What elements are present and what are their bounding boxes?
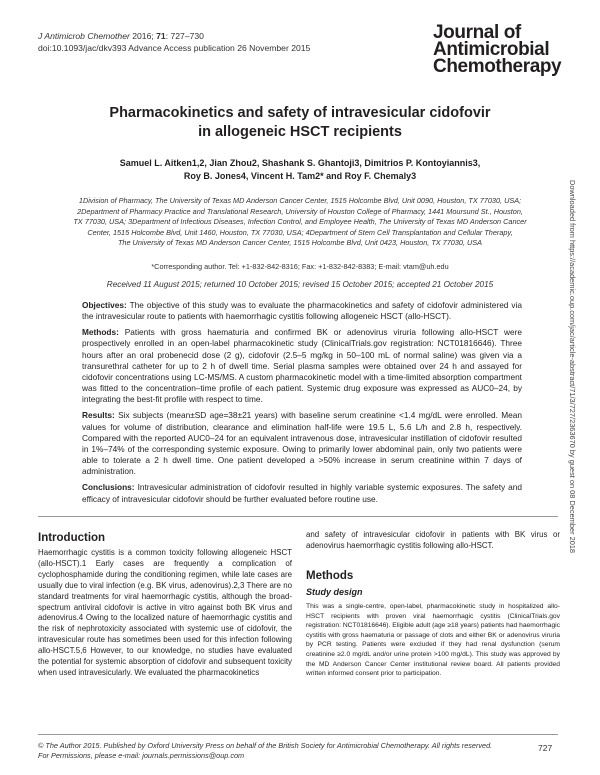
abstract-results-text: Six subjects (mean±SD age=38±21 years) with baseline serum creatinine <1.4 mg/dL were enrolled. Mean values for volume of distribution, clearance and elimination half-life were 19.5 L, 5.6 L/h and 2.8 h, respectively. Compared with the reported AUC0–24 for an equivalent intravenous dose, intravesicular instillation of cidofovir resulted in 1%–74% of the corresponding systemic exposure. Owing to primarily lower abdominal pain, only two patients were able to tolerate a 2 h dwell time. One patient developed a >50% increase in serum creatinine within 7 days of administration. [82,410,522,477]
introduction-heading: Introduction [38,532,106,544]
download-sidebar-text: Downloaded from https://academic.oup.com/jac/article-abstract/71/3/727/2363670 by guest on 08 December 2018 [568,180,577,554]
abstract-conclusions-text: Intravesicular administration of cidofovir resulted in highly variable systemic exposures. The safety and efficacy of intravesicular cidofovir should be further evaluated before routine use. [82,482,522,504]
affiliation-line: 2Department of Pharmacy Practice and Translational Research, University of Houston College of Pharmacy, 1441 Moursund St., Houston, [77,206,523,216]
citation-volume: 71 [156,31,166,41]
abstract-results-label: Results: [82,410,115,421]
journal-logo-line-3: Chemotherapy [433,56,562,77]
study-design-text: This was a single-centre, open-label, pharmacokinetic study in hospitalized allo-HSCT recipients with proven viral haemorrhagic cystitis (ClinicalTrials.gov registration: NCT01816646). Eligible adult (age ≥18 years) patients had haemorrhagic cystitis with gross haematuria or passage of clots and either BK or adenovirus viruria by PCR testing. Patients were excluded if they had renal dysfunction (serum creatinine ≥2.0 mg/dL and/or urine protein >100 mg/dL). This study was approved by the MD Anderson Cancer Center institutional review board. All patients provided written informed consent prior to participation. [306,603,560,678]
abstract-methods-text: Patients with gross haematuria and confirmed BK or adenovirus viruria following allo-HSCT were prospectively enrolled in an open-label pharmacokinetic study (ClinicalTrials.gov registration: NCT01816646). Three hours after an oral probenecid dose (2 g), cidofovir (2.5–5 mg/kg in 50–100 mL of normal saline) was given via a transurethral catheter for up to 2 h of dwell time. Serial plasma samples were obtained over 24 h and assayed for cidofovir concentrations using LC-MS/MS. A custom pharmacokinetic model with a time-limited absorption compartment was fitted to the concentration–time profile of each patient. Systemic drug exposure was expressed as AUC0–24, by integrating the best-fit profile with respect to time. [82,327,522,405]
abstract-methods [82,327,522,405]
citation-pages: : 727–730 [165,31,204,41]
methods-heading: Methods [306,570,354,582]
citation-block [38,30,310,54]
affiliation-line: TX 77030, USA; 3Department of Infectious Diseases, Infection Control, and Employee Health, The University of Texas MD Anderson Cancer [73,217,527,226]
section-divider [38,516,558,517]
abstract-objectives [82,300,522,322]
affiliations [40,196,560,249]
introduction-text: Haemorrhagic cystitis is a common toxicity following allogeneic HSCT (allo-HSCT).1 Early cases are frequently a complication of cyclophosphamide during the conditioning regimen, while late cases are usually due to viral infection (e.g. BK virus, adenovirus).2,3 There are no standard treatments for viral haemorrhagic cystitis, although the broad-spectrum antiviral cidofovir is active in vitro against both BK virus and adenovirus.4 Owing to the localized nature of haemorrhagic cystitis and the risk of nephrotoxicity associated with systemic use of cidofovir, the intravesicular route has sometimes been used for this infection following allo-HSCT.5,6 However, to our knowledge, no studies have evaluated the potential for systemic absorption of cidofovir and subsequent toxicity when used intravesicularly. We evaluated the pharmacokinetics [38,548,292,677]
affiliation-line: Center, 1515 Holcombe Blvd, Unit 1460, Houston, TX 77030, USA; 4Department of Stem Cell Transplantation and Cellular Therapy, [87,227,513,237]
permissions-line: For Permissions, please e-mail: journals.permissions@oup.com [38,751,245,760]
abstract [82,300,522,510]
journal-logo-line-1: Journal of [433,22,521,43]
article-title-line-1: Pharmacokinetics and safety of intravesicular cidofovir [109,105,491,121]
abstract-objectives-label: Objectives: [82,300,127,310]
page-number: 727 [538,743,553,753]
abstract-results [82,410,522,477]
abstract-conclusions-label: Conclusions: [82,482,135,493]
journal-logo [433,24,583,75]
article-title-line-2: in allogeneic HSCT recipients [198,124,402,140]
download-sidebar [566,180,580,600]
citation-line-1 [38,30,310,42]
journal-logo-line-2: Antimicrobial [433,39,550,60]
corresponding-author: *Corresponding author. Tel: +1-832-842-8316; Fax: +1-832-842-8383; E-mail: vtam@uh.edu [151,262,449,271]
copyright-line: © The Author 2015. Published by Oxford University Press on behalf of the British Society for Antimicrobial Chemotherapy. All rights reserved. [38,741,493,750]
study-design-heading: Study design [306,587,363,597]
introduction-continuation: and safety of intravesicular cidofovir in patients with BK virus or adenovirus haemorrhagic cystitis following allo-HSCT. [306,530,560,550]
copyright-footer [38,741,558,761]
citation-journal: J Antimicrob Chemother [38,31,130,41]
citation-doi: doi:10.1093/jac/dkv393 Advance Access publication 26 November 2015 [38,43,311,53]
article-title [40,104,560,142]
affiliation-line: 1Division of Pharmacy, The University of Texas MD Anderson Cancer Center, 1515 Holcombe Blvd, Unit 0090, Houston, TX 77030, USA; [78,196,522,205]
article-dates: Received 11 August 2015; returned 10 October 2015; revised 15 October 2015; accepted 21 October 2015 [106,280,494,289]
abstract-objectives-text: The objective of this study was to evaluate the pharmacokinetics and safety of cidofovir administered via the intravesicular route to patients with haemorrhagic cystitis following allogeneic HSCT (allo-HSCT). [82,300,523,322]
affiliation-line: The University of Texas MD Anderson Cancer Center, 1515 Holcombe Blvd, Unit 0423, Houston, TX 77030, USA [117,238,483,247]
abstract-methods-label: Methods: [82,327,119,338]
author-list [40,157,560,183]
author-line-2: Roy B. Jones4, Vincent H. Tam2* and Roy F. Chemaly3 [183,171,417,181]
author-line-1: Samuel L. Aitken1,2, Jian Zhou2, Shashank S. Ghantoji3, Dimitrios P. Kontoyiannis3, [119,158,481,168]
citation-year: 2016; [132,31,154,41]
footer-divider [38,734,558,735]
abstract-conclusions [82,482,522,504]
